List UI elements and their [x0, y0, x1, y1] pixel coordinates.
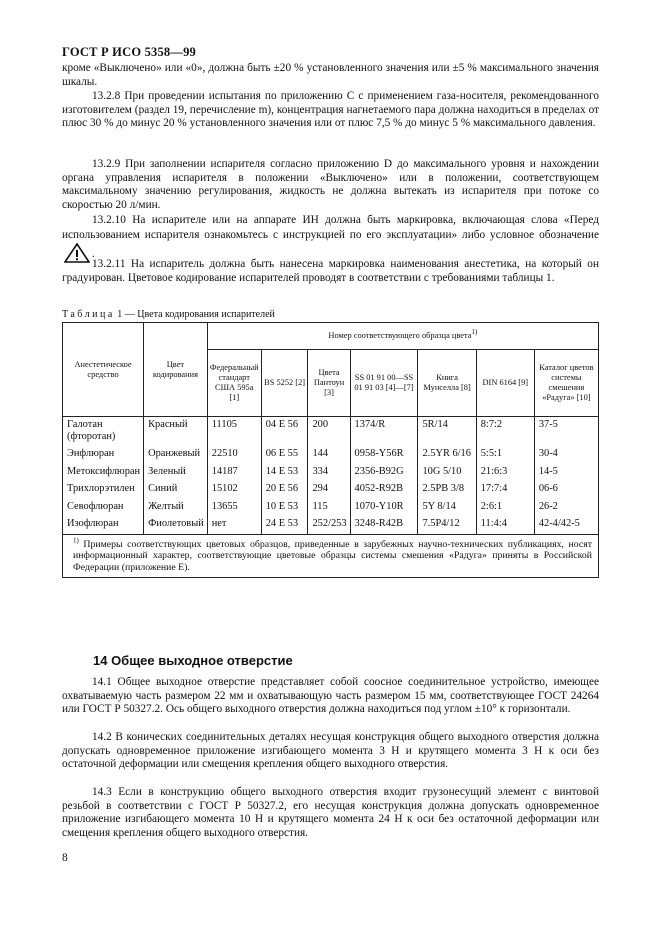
cell-fed-std: 14187: [207, 464, 261, 482]
cell-raduga: 42-4/42-5: [534, 516, 598, 534]
cell-color: Желтый: [144, 499, 208, 517]
footnote-text: Примеры соответствующих цветовых образцов, приведенные в зарубежных научно-технических публикациях, носят информационный характер, соответствующие цветовые образцы системы смешения «Радуга» приняты в Российской Федерации (приложение Е).: [73, 538, 592, 573]
paragraph-13-2-10-text: 13.2.10 На испарителе или на аппарате ИН должна быть маркировка, включающая слова «Перед использованием испарителя ознакомьтесь с инструкцией по его эксплуатации» либо условное обозначение: [62, 214, 599, 241]
cell-din: 2:6:1: [476, 499, 534, 517]
cell-agent: Метоксифлюран: [63, 464, 144, 482]
table-caption-text: 1 — Цвета кодирования испарителей: [117, 309, 275, 320]
cell-agent: Трихлорэтилен: [63, 481, 144, 499]
paragraph-continuation: кроме «Выключено» или «0», должна быть ±20 % установленного значения или ±5 % максимального значения шкалы.: [62, 62, 599, 88]
table-footnote: [63, 534, 599, 578]
page-header: ГОСТ Р ИСО 5358—99: [62, 45, 196, 59]
cell-raduga: 37-5: [534, 417, 598, 447]
header-bs5252: BS 5252 [2]: [261, 350, 308, 417]
paragraph-13-2-11: 13.2.11 На испаритель должна быть нанесена маркировка наименования анестетика, на который он градуирован. Цветовое кодирование испарителей проводят в соответствии с требованиями таблицы 1.: [62, 258, 599, 284]
paragraph-14-1: 14.1 Общее выходное отверстие представляет собой соосное соединительное устройство, имеющее охватываемую часть размером 22 мм и охватывающую часть размером 15 мм, соответствующее ГОСТ 24264 или ГОСТ Р 50327.2. Ось общего выходного отверстия должна находиться под углом ±10° к горизонтали.: [62, 676, 599, 716]
header-raduga: Каталог цветов системы смешения «Радуга» [10]: [534, 350, 598, 417]
header-fed-std: Федеральный стандарт США 595а [1]: [207, 350, 261, 417]
table-caption: [62, 309, 275, 320]
cell-color: Зеленый: [144, 464, 208, 482]
cell-ss: 2356-B92G: [350, 464, 418, 482]
cell-munsell: 5Y 8/14: [418, 499, 476, 517]
table-row: [63, 417, 599, 447]
cell-bs5252: 04 Е 56: [261, 417, 308, 447]
cell-fed-std: нет: [207, 516, 261, 534]
table-caption-label: Таблица: [62, 309, 115, 320]
paragraph-14-2: 14.2 В конических соединительных деталях несущая конструкция общего выходного отверстия должна допускать одновременное приложение изгибающего момента 3 Н и крутящего момента 3 Н к оси без остаточной деформации или смещения крепления общего выходного отверстия.: [62, 731, 599, 771]
cell-munsell: 2.5PB 3/8: [418, 481, 476, 499]
cell-fed-std: 15102: [207, 481, 261, 499]
cell-agent: Севофлюран: [63, 499, 144, 517]
cell-agent: Энфлюран: [63, 446, 144, 464]
header-agent: Анестетическое средство: [63, 323, 144, 417]
table-row: [63, 499, 599, 517]
cell-bs5252: 06 Е 55: [261, 446, 308, 464]
table-row: [63, 446, 599, 464]
cell-pantone: 200: [308, 417, 350, 447]
cell-din: 17:7:4: [476, 481, 534, 499]
color-coding-table: [62, 322, 599, 578]
cell-raduga: 30-4: [534, 446, 598, 464]
cell-fed-std: 11105: [207, 417, 261, 447]
cell-color: Оранжевый: [144, 446, 208, 464]
cell-munsell: 2.5YR 6/16: [418, 446, 476, 464]
header-group-sup: 1): [471, 328, 478, 337]
page-number: 8: [62, 852, 68, 864]
header-group: [207, 323, 598, 350]
cell-munsell: 7.5P4/12: [418, 516, 476, 534]
cell-fed-std: 22510: [207, 446, 261, 464]
header-color: Цвет кодирования: [144, 323, 208, 417]
table-row: [63, 516, 599, 534]
table-footnote-row: [63, 534, 599, 578]
cell-raduga: 26-2: [534, 499, 598, 517]
header-group-text: Номер соответствующего образца цвета: [328, 331, 472, 340]
paragraph-14-3: 14.3 Если в конструкцию общего выходного отверстия входит грузонесущий элемент с винтовой резьбой в соответствии с ГОСТ Р 50327.2, его несущая конструкция должна допускать одновременное приложение изгибающего момента 10 Н и крутящего момента 24 Н к оси без остаточной деформации или смещения крепления общего выходного отверстия.: [62, 786, 599, 839]
cell-color: Синий: [144, 481, 208, 499]
table-row: [63, 464, 599, 482]
cell-raduga: 14-5: [534, 464, 598, 482]
cell-ss: 3248-R42B: [350, 516, 418, 534]
header-ss: SS 01 91 00—SS 01 91 03 [4]—[7]: [350, 350, 418, 417]
paragraph-13-2-10: [62, 213, 599, 263]
header-munsell: Книга Мунселла [8]: [418, 350, 476, 417]
cell-raduga: 06-6: [534, 481, 598, 499]
paragraph-13-2-8: 13.2.8 При проведении испытания по приложению С с применением газа-носителя, рекомендованного изготовителем (раздел 19, перечисление m), концентрация нагнетаемого пара должна находиться в пределах от плюс 30 % до минус 20 % установленного значения или от плюс 7,5 % до минус 5 % максимального давления.: [62, 90, 599, 130]
cell-pantone: 115: [308, 499, 350, 517]
paragraph-13-2-10-end: .: [92, 248, 95, 260]
cell-ss: 4052-R92B: [350, 481, 418, 499]
cell-munsell: 5R/14: [418, 417, 476, 447]
section-14-title: 14 Общее выходное отверстие: [93, 653, 293, 668]
cell-munsell: 10G 5/10: [418, 464, 476, 482]
cell-pantone: 334: [308, 464, 350, 482]
cell-pantone: 294: [308, 481, 350, 499]
cell-din: 5:5:1: [476, 446, 534, 464]
cell-agent: Галотан (фторотан): [63, 417, 144, 447]
cell-bs5252: 24 Е 53: [261, 516, 308, 534]
cell-din: 11:4:4: [476, 516, 534, 534]
paragraph-13-2-9: 13.2.9 При заполнении испарителя согласно приложению D до максимального уровня и нахождении органа управления испарителя в положении «Выключено» или в положении, соответствующем максимальному значению регулирования, жидкость не должна вытекать из испарителя при потоке со скоростью 20 л/мин.: [62, 158, 599, 211]
cell-agent: Изофлюран: [63, 516, 144, 534]
cell-pantone: 252/253: [308, 516, 350, 534]
cell-bs5252: 20 Е 56: [261, 481, 308, 499]
cell-fed-std: 13655: [207, 499, 261, 517]
header-din: DIN 6164 [9]: [476, 350, 534, 417]
cell-ss: 1070-Y10R: [350, 499, 418, 517]
table-row: [63, 481, 599, 499]
cell-din: 21:6:3: [476, 464, 534, 482]
cell-din: 8:7:2: [476, 417, 534, 447]
cell-ss: 0958-Y56R: [350, 446, 418, 464]
cell-ss: 1374/R: [350, 417, 418, 447]
cell-color: Красный: [144, 417, 208, 447]
cell-pantone: 144: [308, 446, 350, 464]
header-pantone: Цвета Пантоун [3]: [308, 350, 350, 417]
cell-bs5252: 14 Е 53: [261, 464, 308, 482]
cell-color: Фиолетовый: [144, 516, 208, 534]
footnote-marker: 1): [73, 536, 79, 545]
cell-bs5252: 10 Е 53: [261, 499, 308, 517]
